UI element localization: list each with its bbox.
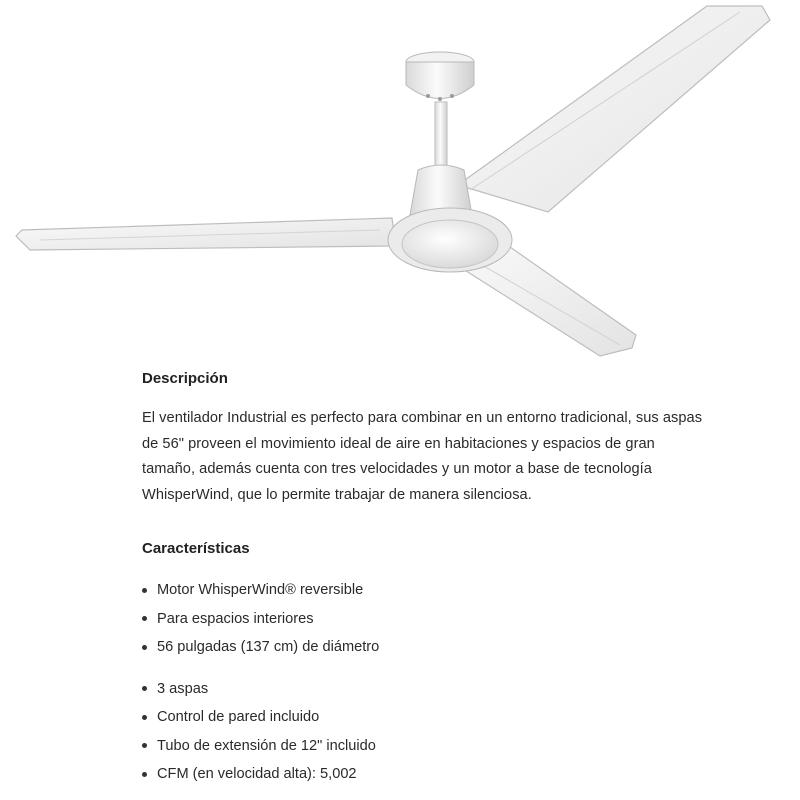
features-list-1: [142, 576, 742, 662]
description-line: El ventilador Industrial es perfecto para combinar en un entorno tradicional, sus aspas: [142, 410, 703, 426]
description-line: de 56" proveen el movimiento ideal de aire en habitaciones y espacios de gran: [142, 435, 655, 452]
feature-item: 56 pulgadas (137 cm) de diámetro: [142, 633, 742, 662]
bullet-icon: [142, 715, 147, 720]
features-list-2: [142, 675, 742, 789]
bullet-icon: [142, 588, 147, 593]
product-details: [142, 368, 742, 789]
fan-downrod: [435, 102, 447, 172]
fan-blade-left: [16, 218, 396, 250]
bullet-icon: [142, 616, 147, 621]
ceiling-fan-image: [0, 0, 800, 360]
features-heading: Características: [142, 540, 250, 557]
description-text: [142, 406, 742, 508]
feature-item: 3 aspas: [142, 675, 742, 704]
feature-item: Tubo de extensión de 12" incluido: [142, 732, 742, 761]
bullet-icon: [142, 743, 147, 748]
bullet-icon: [142, 686, 147, 691]
feature-item: Motor WhisperWind® reversible: [142, 576, 742, 605]
fan-canopy: [406, 52, 474, 101]
description-line: tamaño, además cuenta con tres velocidades y un motor a base de tecnología: [142, 461, 652, 477]
description-heading: Descripción: [142, 370, 228, 387]
description-line: WhisperWind, que lo permite trabajar de manera silenciosa.: [142, 486, 532, 503]
fan-blade-upper: [458, 6, 770, 212]
feature-item: Control de pared incluido: [142, 703, 742, 732]
bullet-icon: [142, 772, 147, 777]
bullet-icon: [142, 645, 147, 650]
feature-item: CFM (en velocidad alta): 5,002: [142, 760, 742, 789]
feature-item: Para espacios interiores: [142, 605, 742, 634]
